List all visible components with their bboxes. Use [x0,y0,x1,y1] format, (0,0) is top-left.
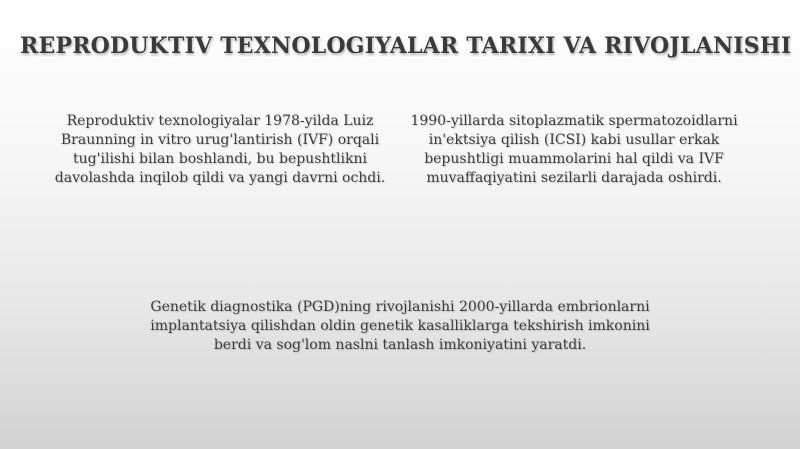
paragraph-ivf-history: Reproduktiv texnologiyalar 1978-yilda Luiz Braunning in vitro urug'lantirish (IVF) orqali tug'ilishi bilan boshlandi, bu bepushtlikni davolashda inqilob qildi va yangi davrni ochdi. [54,113,386,186]
slide-title: REPRODUKTIV TEXNOLOGIYALAR TARIXI VA RIVOJLANISHI [20,33,792,59]
paragraph-pgd: Genetik diagnostika (PGD)ning rivojlanishi 2000-yillarda embrionlarni implantatsiya qilishdan oldin genetik kasalliklarga tekshirish imkonini berdi va sog'lom naslni tanlash imkoniyatini yaratdi. [150,299,650,353]
paragraph-icsi: 1990-yillarda sitoplazmatik spermatozoidlarni in'ektsiya qilish (ICSI) kabi usullar erkak bepushtligi muammolarini hal qildi va IVF muvaffaqiyatini sezilarli darajada oshirdi. [410,113,738,186]
